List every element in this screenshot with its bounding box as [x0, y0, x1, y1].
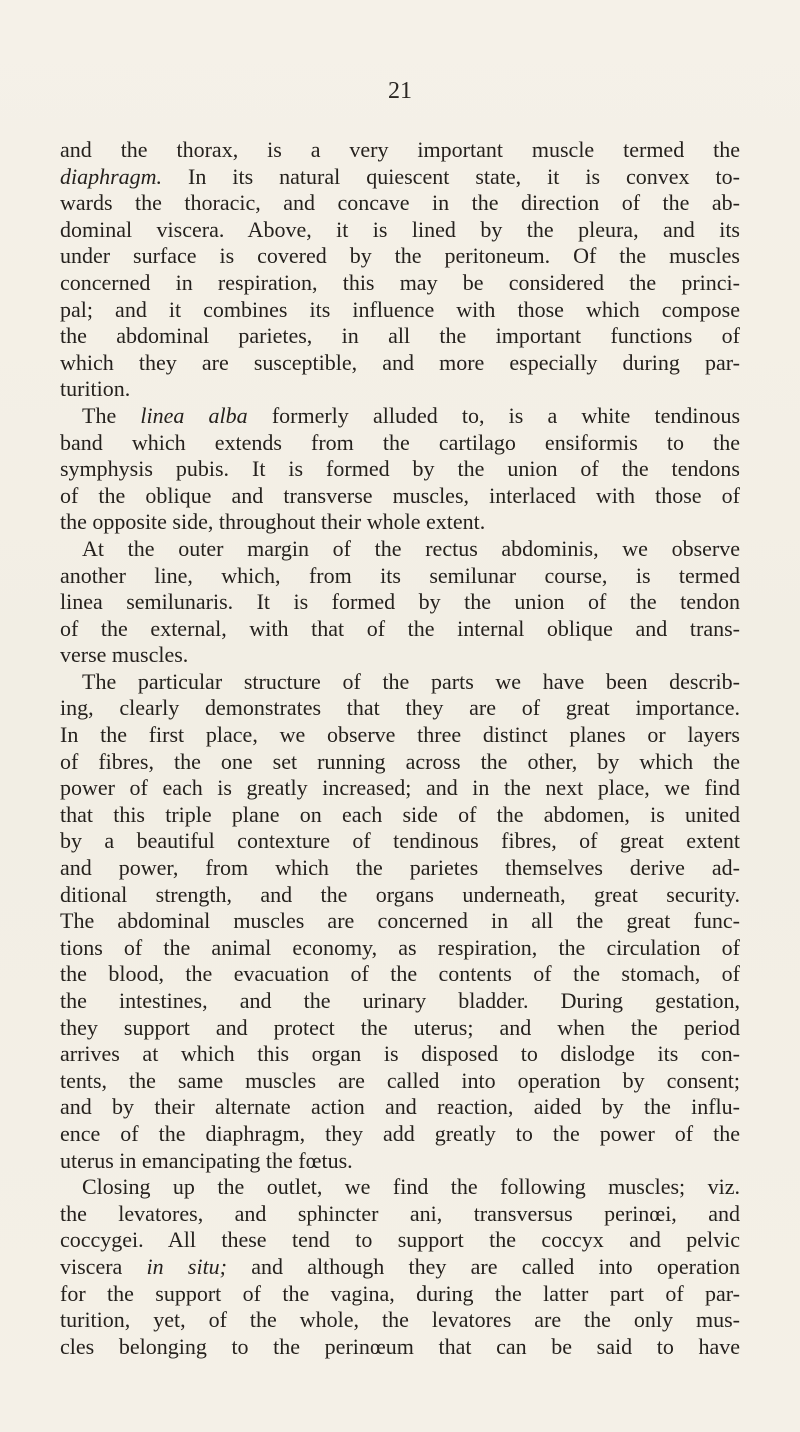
italic-text-run: in situ;: [146, 1253, 228, 1279]
text-line: [60, 270, 740, 297]
text-run: turition.: [60, 376, 131, 402]
text-run: wards the thoracic, and concave in the direction of the ab-: [60, 190, 740, 216]
text-run: and although they are called into operation: [227, 1253, 740, 1279]
text-line: [60, 1227, 740, 1254]
text-line: [60, 589, 740, 616]
text-line: [60, 376, 740, 403]
text-run: tions of the animal economy, as respiration, the circulation of: [60, 934, 740, 960]
text-line: [60, 483, 740, 510]
text-line: [60, 1041, 740, 1068]
text-run: arrives at which this organ is disposed to dislodge its con-: [60, 1041, 740, 1067]
text-line: [60, 350, 740, 377]
text-run: and by their alternate action and reaction, aided by the influ-: [60, 1094, 740, 1120]
text-run: the levatores, and sphincter ani, transversus perinœi, and: [60, 1200, 740, 1226]
text-run: of the oblique and transverse muscles, interlaced with those of: [60, 482, 740, 508]
text-run: and the thorax, is a very important muscle termed the: [60, 137, 740, 162]
text-run: concerned in respiration, this may be considered the princi-: [60, 269, 740, 295]
text-line: [60, 1015, 740, 1042]
text-line: [60, 1121, 740, 1148]
text-run: In its natural quiescent state, it is convex to-: [162, 163, 740, 189]
text-run: which they are susceptible, and more especially during par-: [60, 349, 740, 375]
text-run: Closing up the outlet, we find the following muscles; viz.: [82, 1174, 740, 1200]
text-run: The abdominal muscles are concerned in all the great func-: [60, 908, 740, 934]
text-run: power of each is greatly increased; and in the next place, we find: [60, 775, 740, 801]
text-run: another line, which, from its semilunar course, is termed: [60, 562, 740, 588]
text-run: tents, the same muscles are called into operation by consent;: [60, 1067, 740, 1093]
text-line: [60, 961, 740, 988]
text-run: the intestines, and the urinary bladder. During gestation,: [60, 988, 740, 1013]
text-line: [60, 1307, 740, 1334]
text-line: [60, 935, 740, 962]
text-run: of fibres, the one set running across the other, by which the: [60, 748, 740, 774]
text-run: In the first place, we observe three distinct planes or layers: [60, 722, 740, 748]
text-line: [60, 297, 740, 324]
text-line: [60, 1094, 740, 1121]
text-run: The particular structure of the parts we have been describ-: [82, 668, 740, 694]
text-run: dominal viscera. Above, it is lined by the pleura, and its: [60, 216, 740, 242]
text-run: The: [82, 402, 141, 428]
text-run: linea semilunaris. It is formed by the union of the tendon: [60, 589, 740, 615]
text-run: turition, yet, of the whole, the levatores are the only mus-: [60, 1307, 740, 1333]
text-run: viscera: [60, 1253, 147, 1279]
text-line: [60, 1281, 740, 1308]
text-run: band which extends from the cartilago ensiformis to the: [60, 429, 740, 455]
text-line: [60, 563, 740, 590]
text-run: the blood, the evacuation of the contents of the stomach, of: [60, 961, 740, 987]
text-line: [60, 243, 740, 270]
text-line: [60, 1254, 740, 1281]
text-run: pal; and it combines its influence with those which compose: [60, 296, 740, 322]
text-run: for the support of the vagina, during the latter part of par-: [60, 1280, 740, 1306]
text-run: the opposite side, throughout their whole extent.: [60, 509, 486, 535]
text-run: under surface is covered by the peritoneum. Of the muscles: [60, 243, 740, 269]
text-line: [60, 323, 740, 350]
text-run: by a beautiful contexture of tendinous fibres, of great extent: [60, 828, 740, 854]
text-line: [60, 695, 740, 722]
text-run: uterus in emancipating the fœtus.: [60, 1147, 353, 1173]
text-run: the abdominal parietes, in all the important functions of: [60, 323, 740, 349]
text-line: [60, 988, 740, 1015]
text-run: of the external, with that of the internal oblique and trans-: [60, 615, 740, 641]
text-line: [60, 669, 740, 696]
text-run: formerly alluded to, is a white tendinous: [247, 402, 740, 428]
body-text: [60, 137, 740, 1360]
text-run: verse muscles.: [60, 642, 189, 668]
text-line: [60, 642, 740, 669]
text-line: [60, 749, 740, 776]
text-run: symphysis pubis. It is formed by the union of the tendons: [60, 456, 740, 482]
text-run: they support and protect the uterus; and when the period: [60, 1014, 740, 1040]
text-line: [60, 536, 740, 563]
italic-text-run: linea alba: [140, 402, 248, 428]
text-line: [60, 509, 740, 536]
text-line: [60, 1201, 740, 1228]
text-line: [60, 1174, 740, 1201]
text-line: [60, 616, 740, 643]
text-line: [60, 722, 740, 749]
text-line: [60, 1334, 740, 1361]
page-number: 21: [388, 78, 412, 104]
text-line: [60, 137, 740, 164]
text-run: At the outer margin of the rectus abdominis, we observe: [82, 535, 740, 561]
text-line: [60, 403, 740, 430]
italic-text-run: diaphragm.: [60, 163, 163, 189]
text-run: ing, clearly demonstrates that they are of great importance.: [60, 695, 740, 721]
text-line: [60, 430, 740, 457]
text-run: ditional strength, and the organs underneath, great security.: [60, 881, 740, 907]
text-line: [60, 217, 740, 244]
text-line: [60, 855, 740, 882]
text-run: cles belonging to the perinœum that can be said to have: [60, 1333, 740, 1359]
text-run: and power, from which the parietes themselves derive ad-: [60, 855, 740, 881]
text-line: [60, 802, 740, 829]
text-line: [60, 456, 740, 483]
text-line: [60, 190, 740, 217]
text-run: ence of the diaphragm, they add greatly to the power of the: [60, 1120, 740, 1146]
text-line: [60, 882, 740, 909]
text-line: [60, 164, 740, 191]
text-line: [60, 775, 740, 802]
text-line: [60, 828, 740, 855]
text-line: [60, 1068, 740, 1095]
text-line: [60, 908, 740, 935]
text-line: [60, 1148, 740, 1175]
text-run: coccygei. All these tend to support the coccyx and pelvic: [60, 1227, 740, 1253]
text-run: that this triple plane on each side of the abdomen, is united: [60, 801, 740, 827]
